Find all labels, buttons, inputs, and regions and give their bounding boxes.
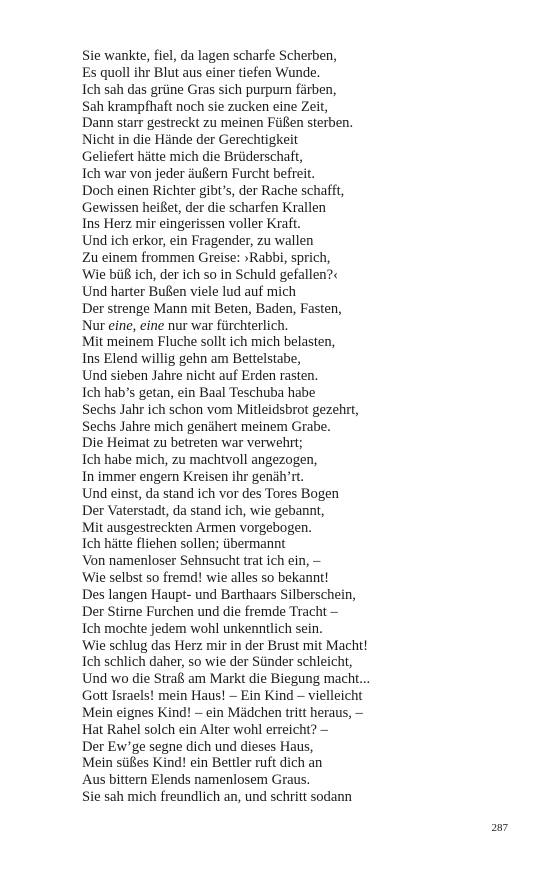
poem-line: Doch einen Richter gibt’s, der Rache schafft,: [82, 182, 345, 199]
poem-line: Hat Rahel solch ein Alter wohl erreicht? –: [82, 721, 328, 738]
poem-line: Ich sah das grüne Gras sich purpurn färben,: [82, 81, 337, 98]
line-segment: nur war fürchterlich.: [164, 317, 289, 334]
poem-line: Sie sah mich freundlich an, und schritt sodann: [82, 789, 352, 806]
poem-line: Zu einem frommen Greise: ›Rabbi, sprich,: [82, 250, 331, 267]
poem-text-block: [82, 48, 522, 806]
poem-line: Nicht in die Hände der Gerechtigkeit: [82, 132, 298, 149]
poem-line: Ich war von jeder äußern Furcht befreit.: [82, 165, 315, 182]
poem-line: Und ich erkor, ein Fragender, zu wallen: [82, 233, 314, 250]
poem-line: [82, 318, 522, 335]
poem-line: Und einst, da stand ich vor des Tores Bogen: [82, 485, 339, 502]
poem-line: Aus bittern Elends namenlosem Graus.: [82, 772, 311, 789]
poem-line: Dann starr gestreckt zu meinen Füßen sterben.: [82, 115, 354, 132]
poem-line: Sah krampfhaft noch sie zucken eine Zeit,: [82, 98, 328, 115]
poem-line: Geliefert hätte mich die Brüderschaft,: [82, 149, 303, 166]
poem-line: Des langen Haupt- und Barthaars Silberschein,: [82, 587, 356, 603]
poem-line: In immer engern Kreisen ihr genäh’rt.: [82, 469, 305, 486]
poem-line: Der Stirne Furchen und die fremde Tracht –: [82, 603, 338, 620]
poem-line: Gewissen heißet, der die scharfen Krallen: [82, 199, 326, 216]
poem-line: Ich habe mich, zu machtvoll angezogen,: [82, 452, 318, 469]
poem-line: Es quoll ihr Blut aus einer tiefen Wunde.: [82, 64, 321, 81]
poem-line: Der Ew’ge segne dich und dieses Haus,: [82, 738, 314, 755]
line-segment: Nur: [82, 317, 109, 334]
poem-line: Und wo die Straß am Markt die Biegung macht...: [82, 671, 371, 688]
poem-line: Und harter Bußen viele lud auf mich: [82, 283, 296, 300]
poem-line: Ich hätte fliehen sollen; übermannt: [82, 536, 286, 553]
poem-line: Sie wankte, fiel, da lagen scharfe Scherben,: [82, 48, 337, 64]
poem-line: Der Vaterstadt, da stand ich, wie gebannt,: [82, 502, 325, 519]
poem-line: Wie schlug das Herz mir in der Brust mit Macht!: [82, 637, 368, 654]
line-segment: ,: [132, 317, 140, 334]
page-number: 287: [491, 822, 508, 834]
poem-line: Mit meinem Fluche sollt ich mich belasten,: [82, 334, 336, 351]
emphasized-word: eine: [108, 317, 133, 334]
poem-line: Gott Israels! mein Haus! – Ein Kind – vielleicht: [82, 688, 363, 705]
poem-line: Ich schlich daher, so wie der Sünder schleicht,: [82, 654, 353, 671]
poem-line: Ich hab’s getan, ein Baal Teschuba habe: [82, 384, 316, 401]
poem-line: Mein eignes Kind! – ein Mädchen tritt heraus, –: [82, 704, 363, 721]
poem-line: Ich mochte jedem wohl unkenntlich sein.: [82, 620, 323, 637]
poem-line: Sechs Jahr ich schon vom Mitleidsbrot gezehrt,: [82, 401, 359, 418]
poem-line: Von namenloser Sehnsucht trat ich ein, –: [82, 553, 321, 570]
poem-line: Ins Herz mir eingerissen voller Kraft.: [82, 216, 301, 233]
poem-line: Ins Elend willig gehn am Bettelstabe,: [82, 351, 301, 368]
poem-line: Mein süßes Kind! ein Bettler ruft dich an: [82, 755, 323, 772]
poem-line: Und sieben Jahre nicht auf Erden rasten.: [82, 368, 319, 385]
poem-line: Sechs Jahre mich genähert meinem Grabe.: [82, 418, 331, 435]
poem-line: Mit ausgestreckten Armen vorgebogen.: [82, 519, 312, 536]
poem-line: Der strenge Mann mit Beten, Baden, Fasten,: [82, 300, 342, 317]
poem-line: Wie büß ich, der ich so in Schuld gefallen?‹: [82, 266, 338, 283]
poem-line: Wie selbst so fremd! wie alles so bekannt!: [82, 570, 330, 587]
poem-line: Die Heimat zu betreten war verwehrt;: [82, 435, 303, 452]
emphasized-word: eine: [139, 317, 165, 334]
